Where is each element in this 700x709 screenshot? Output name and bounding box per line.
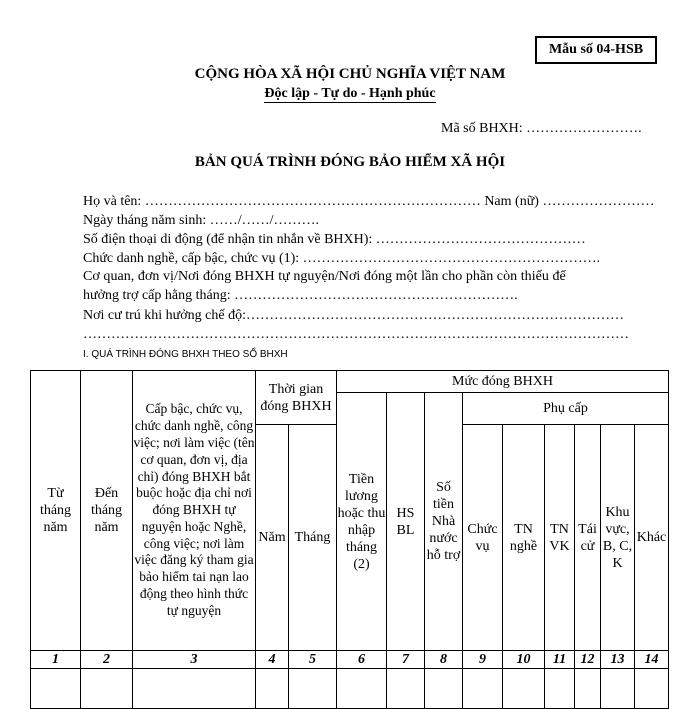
col-coef-header: HS BL: [387, 393, 425, 651]
data-cell[interactable]: [337, 669, 387, 709]
col-allowance-region: Khu vực, B, C, K: [601, 425, 635, 651]
column-number: 2: [81, 651, 133, 669]
motto: [0, 86, 700, 102]
column-number: 6: [337, 651, 387, 669]
data-cell[interactable]: [503, 669, 545, 709]
col-allowance-other: Khác: [635, 425, 669, 651]
organization-field: Cơ quan, đơn vị/Nơi đóng BHXH tự nguyện/Nơi đóng một lần cho phần còn thiếu để: [83, 269, 566, 284]
data-cell[interactable]: [256, 669, 289, 709]
col-allowance-seniority: TN nghề: [503, 425, 545, 651]
column-number: 13: [601, 651, 635, 669]
data-cell[interactable]: [635, 669, 669, 709]
dob-field: Ngày tháng năm sinh: ……/……/……….: [83, 213, 320, 228]
column-number: 1: [31, 651, 81, 669]
contribution-table: [30, 370, 669, 709]
col-state-support-header: Số tiền Nhà nước hỗ trợ: [425, 393, 463, 651]
motto-text: Độc lập - Tự do - Hạnh phúc: [264, 86, 436, 101]
col-allowance-tnvk: TN VK: [545, 425, 575, 651]
data-cell[interactable]: [31, 669, 81, 709]
data-cell[interactable]: [463, 669, 503, 709]
col-to-header: Đến tháng năm: [81, 371, 133, 651]
contribution-header: Mức đóng BHXH: [337, 371, 669, 393]
column-number: 5: [289, 651, 337, 669]
residence-field-cont: ………………………………………………………………………………………………………: [83, 327, 629, 342]
nation-header: CỘNG HÒA XÃ HỘI CHỦ NGHĨA VIỆT NAM: [194, 66, 506, 82]
document-title: BẢN QUÁ TRÌNH ĐÓNG BẢO HIỂM XÃ HỘI: [194, 154, 506, 170]
data-cell[interactable]: [133, 669, 256, 709]
column-number: 10: [503, 651, 545, 669]
col-salary-header: Tiền lương hoặc thu nhập tháng (2): [337, 393, 387, 651]
col-allowance-position: Chức vụ: [463, 425, 503, 651]
data-cell[interactable]: [289, 669, 337, 709]
allowance-header: Phụ cấp: [463, 393, 669, 425]
col-allowance-reelect: Tái cử: [575, 425, 601, 651]
data-cell[interactable]: [425, 669, 463, 709]
column-number: 7: [387, 651, 425, 669]
column-number: 12: [575, 651, 601, 669]
col-year-header: Năm: [256, 425, 289, 651]
col-description-header: Cấp bậc, chức vụ, chức danh nghề, công việc; nơi làm việc (tên cơ quan, đơn vị, địa chỉ) đóng BHXH bắt buộc hoặc địa chỉ nơi đóng BHXH tự nguyện hoặc Nghề, công việc; nơi làm việc đăng ký tham gia bảo hiểm tai nạn lao động theo hình thức tự nguyện: [133, 371, 256, 651]
column-number: 11: [545, 651, 575, 669]
phone-field: Số điện thoại di động (để nhận tin nhắn về BHXH): ………………………………………: [83, 232, 586, 247]
data-cell[interactable]: [575, 669, 601, 709]
name-field: Họ và tên: ……………………………………………………………… Nam (nữ) ……………………: [83, 194, 655, 209]
form-code-box: Mẫu số 04-HSB: [535, 36, 657, 64]
column-number: 9: [463, 651, 503, 669]
col-from-header: Từ tháng năm: [31, 371, 81, 651]
data-cell[interactable]: [601, 669, 635, 709]
insurance-code: Mã số BHXH: …………………….: [441, 121, 642, 136]
position-field: Chức danh nghề, cấp bậc, chức vụ (1): ……………………………………………………….: [83, 251, 601, 266]
column-number: 3: [133, 651, 256, 669]
col-month-header: Tháng: [289, 425, 337, 651]
column-number: 14: [635, 651, 669, 669]
data-cell[interactable]: [81, 669, 133, 709]
column-number: 8: [425, 651, 463, 669]
period-header: Thời gian đóng BHXH: [256, 371, 337, 425]
section-title: I. QUÁ TRÌNH ĐÓNG BHXH THEO SỔ BHXH: [83, 349, 288, 360]
data-cell[interactable]: [545, 669, 575, 709]
data-cell[interactable]: [387, 669, 425, 709]
residence-field: Nơi cư trú khi hưởng chế độ:………………………………………………………………………: [83, 308, 624, 323]
column-number: 4: [256, 651, 289, 669]
organization-field-cont: hưởng trợ cấp hằng tháng: …………………………………………………….: [83, 288, 518, 303]
